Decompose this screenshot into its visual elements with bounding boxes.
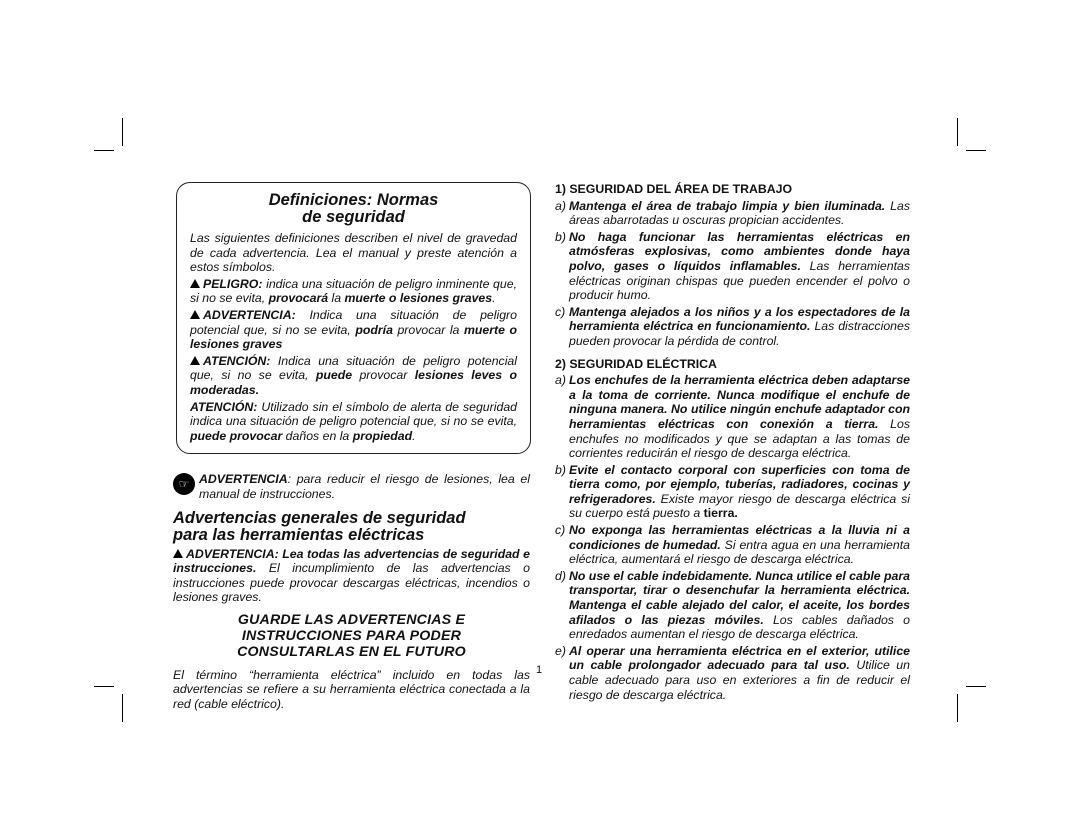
work-area-safety-heading: 1) SEGURIDAD DEL ÁREA DE TRABAJO xyxy=(555,182,793,196)
crop-mark xyxy=(957,118,958,146)
power-tool-term-paragraph: El término “herramienta eléctrica” incluido en todas las advertencias se refiere a su herramienta eléctrica conectada a la red (cable eléctrico). xyxy=(173,667,530,712)
save-instructions-heading: GUARDE LAS ADVERTENCIAS E INSTRUCCIONES PARA PODER CONSULTARLAS EN EL FUTURO xyxy=(237,611,466,660)
list-item: a) Mantenga el área de trabajo limpia y bien iluminada. Las áreas abarrotadas u oscuras propician accidentes. xyxy=(555,198,910,228)
list-item: b) Evite el contacto corporal con superficies con toma de tierra como, por ejemplo, tuberías, radiadores, cocinas y refrigeradores. Existe mayor riesgo de descarga eléctrica si su cuerpo está puesto a tierra. xyxy=(555,462,910,521)
electrical-safety-list xyxy=(555,373,910,702)
crop-mark xyxy=(966,686,986,687)
definitions-title: Definiciones: Normas de seguridad xyxy=(268,191,439,226)
crop-mark xyxy=(122,118,123,146)
warning-triangle-icon xyxy=(190,356,200,365)
warning-triangle-icon xyxy=(173,549,183,558)
atencion-definition: ATENCIÓN: Indica una situación de peligro potencial que, si no se evita, puede provocar lesiones leves o moderadas. xyxy=(190,353,517,397)
advertencia-definition: ADVERTENCIA: Indica una situación de peligro potencial que, si no se evita, podría provocar la muerte o lesiones graves xyxy=(190,307,517,352)
page-number: 1 xyxy=(536,664,543,676)
definitions-intro: Las siguientes definiciones describen el nivel de gravedad de cada advertencia. Lea el manual y preste atención a estos símbolos. xyxy=(190,231,517,275)
peligro-definition: PELIGRO: indica una situación de peligro inminente que, si no se evita, provocará la muerte o lesiones graves. xyxy=(190,276,517,306)
list-item: e) Al operar una herramienta eléctrica en el exterior, utilice un cable prolongador adecuado para tal uso. Utilice un cable adecuado para uso en exteriores a fin de reducir el riesgo de descarga eléctrica. xyxy=(555,643,910,702)
crop-mark xyxy=(94,686,114,687)
general-warnings-title: Advertencias generales de seguridad para las herramientas eléctricas xyxy=(173,508,466,544)
list-item: a) Los enchufes de la herramienta eléctrica deben adaptarse a la toma de corriente. Nunca modifique el enchufe de ninguna manera. No utilice ningún enchufe adaptador con herramientas eléctricas con conexión a tierra. Los enchufes no modificados y que se adaptan a las tomas de corrientes reducirán el riesgo de descarga eléctrica. xyxy=(555,373,911,461)
list-item: c) No exponga las herramientas eléctricas a la lluvia ni a condiciones de humedad. Si entra agua en una herramienta eléctrica, aumentará el riesgo de descarga eléctrica. xyxy=(555,523,910,567)
definitions-box xyxy=(176,182,531,454)
warning-triangle-icon xyxy=(190,310,200,319)
list-item: b) No haga funcionar las herramientas eléctricas en atmósferas explosivas, como ambientes donde haya polvo, gases o líquidos inflamables. Las herramientas eléctricas originan chispas que pueden encender el polvo o producir humo. xyxy=(555,229,910,303)
list-item: d) No use el cable indebidamente. Nunca utilice el cable para transportar, tirar o desenchufar la herramienta eléctrica. Mantenga el cable alejado del calor, el aceite, los bordes afilados o las piezas móviles. Los cables dañados o enredados aumentan el riesgo de descarga eléctrica. xyxy=(555,568,911,642)
general-warning-text: ADVERTENCIA: Lea todas las advertencias de seguridad e instrucciones. El incumplimiento de las advertencias o instrucciones puede provocar descargas eléctricas, incendios o lesiones graves. xyxy=(173,546,530,605)
list-item: c) Mantenga alejados a los niños y a los espectadores de la herramienta eléctrica en funcionamiento. Las distracciones pueden provocar la pérdida de control. xyxy=(555,304,910,348)
read-manual-note: ☞ ADVERTENCIA: para reducir el riesgo de lesiones, lea el manual de instrucciones. xyxy=(173,472,530,501)
work-area-safety-list xyxy=(555,199,910,349)
atencion-no-symbol-definition: ATENCIÓN: Utilizado sin el símbolo de alerta de seguridad indica una situación de peligro potencial que, si no se evita, puede provocar daños en la propiedad. xyxy=(190,399,517,443)
crop-mark xyxy=(966,150,986,151)
crop-mark xyxy=(94,150,114,151)
electrical-safety-heading: 2) SEGURIDAD ELÉCTRICA xyxy=(555,356,717,371)
crop-mark xyxy=(957,694,958,722)
warning-triangle-icon xyxy=(190,279,200,288)
right-column xyxy=(555,182,910,704)
read-manual-icon: ☞ xyxy=(173,473,195,495)
left-column xyxy=(173,182,530,714)
crop-mark xyxy=(122,694,123,722)
